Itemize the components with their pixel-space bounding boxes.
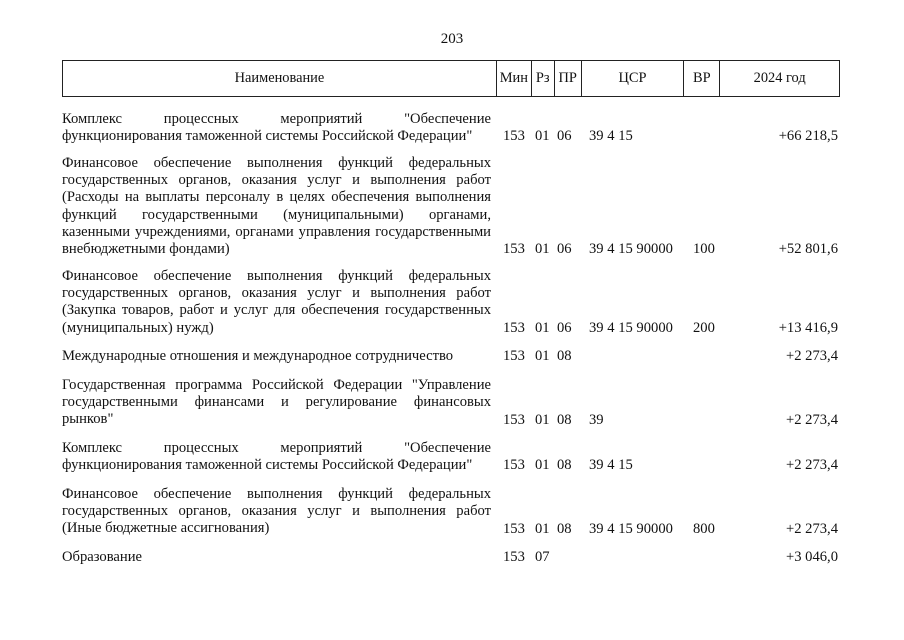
row-csr: 39 4 15 <box>589 456 633 473</box>
row-min: 153 <box>503 411 525 428</box>
row-vr: 100 <box>693 240 715 257</box>
row-pr: 08 <box>557 520 572 537</box>
header-rz: Рз <box>532 61 555 96</box>
row-rz: 01 <box>535 240 550 257</box>
row-rz: 01 <box>535 347 550 364</box>
row-min: 153 <box>503 548 525 565</box>
row-amount: +2 273,4 <box>785 456 838 473</box>
row-name: Государственная программа Российской Федерации "Управление государственными финансами и регулирование финансовых рынков" <box>62 377 491 428</box>
row-rz: 01 <box>535 319 550 336</box>
header-name: Наименование <box>63 61 497 96</box>
row-pr: 06 <box>557 240 572 257</box>
row-name: Международные отношения и международное сотрудничество <box>62 348 454 364</box>
table-header <box>62 60 840 97</box>
table-row <box>0 268 904 337</box>
table-row <box>0 111 904 145</box>
row-pr: 08 <box>557 347 572 364</box>
table-row <box>0 486 904 538</box>
header-csr: ЦСР <box>582 61 685 96</box>
row-pr: 06 <box>557 319 572 336</box>
row-amount: +13 416,9 <box>778 319 838 336</box>
header-vr: ВР <box>684 61 720 96</box>
row-min: 153 <box>503 319 525 336</box>
row-csr: 39 4 15 90000 <box>589 319 673 336</box>
row-rz: 01 <box>535 520 550 537</box>
row-min: 153 <box>503 127 525 144</box>
header-year: 2024 год <box>753 70 806 86</box>
row-name: Финансовое обеспечение выполнения функций федеральных государственных органов, оказания услуг и выполнения работ (Иные бюджетные ассигнования) <box>62 486 491 537</box>
row-min: 153 <box>503 240 525 257</box>
table-row <box>0 377 904 429</box>
row-vr: 800 <box>693 520 715 537</box>
row-amount: +2 273,4 <box>785 520 838 537</box>
row-vr: 200 <box>693 319 715 336</box>
row-csr: 39 4 15 <box>589 127 633 144</box>
row-csr: 39 <box>589 411 604 428</box>
table-row <box>0 348 904 365</box>
row-amount: +2 273,4 <box>785 347 838 364</box>
table-row <box>0 155 904 258</box>
row-rz: 01 <box>535 456 550 473</box>
row-rz: 01 <box>535 411 550 428</box>
table-row <box>0 440 904 474</box>
row-amount: +66 218,5 <box>778 127 838 144</box>
row-name: Финансовое обеспечение выполнения функций федеральных государственных органов, оказания услуг и выполнения работ (Расходы на выплаты персоналу в целях обеспечения выполнения функций государственными (муниципальными) органами, казенными учреждениями, органами управления государственными внебюджетными фондами) <box>62 155 491 258</box>
row-name: Образование <box>62 549 142 565</box>
row-csr: 39 4 15 90000 <box>589 240 673 257</box>
row-rz: 07 <box>535 548 550 565</box>
row-amount: +52 801,6 <box>778 240 838 257</box>
row-csr: 39 4 15 90000 <box>589 520 673 537</box>
row-amount: +3 046,0 <box>785 548 838 565</box>
row-min: 153 <box>503 456 525 473</box>
row-rz: 01 <box>535 127 550 144</box>
row-name: Финансовое обеспечение выполнения функций федеральных государственных органов, оказания услуг и выполнения работ (Закупка товаров, работ и услуг для обеспечения государственных (муниципальных) нужд) <box>62 268 491 336</box>
row-name: Комплекс процессных мероприятий "Обеспечение функционирования таможенной системы Российской Федерации" <box>62 111 491 145</box>
table-row <box>0 549 904 566</box>
row-pr: 06 <box>557 127 572 144</box>
row-name: Комплекс процессных мероприятий "Обеспечение функционирования таможенной системы Российской Федерации" <box>62 440 491 474</box>
row-pr: 08 <box>557 456 572 473</box>
row-pr: 08 <box>557 411 572 428</box>
row-min: 153 <box>503 347 525 364</box>
row-amount: +2 273,4 <box>785 411 838 428</box>
header-min: Мин <box>497 61 532 96</box>
page-number: 203 <box>440 31 464 47</box>
row-min: 153 <box>503 520 525 537</box>
header-pr: ПР <box>555 61 582 96</box>
